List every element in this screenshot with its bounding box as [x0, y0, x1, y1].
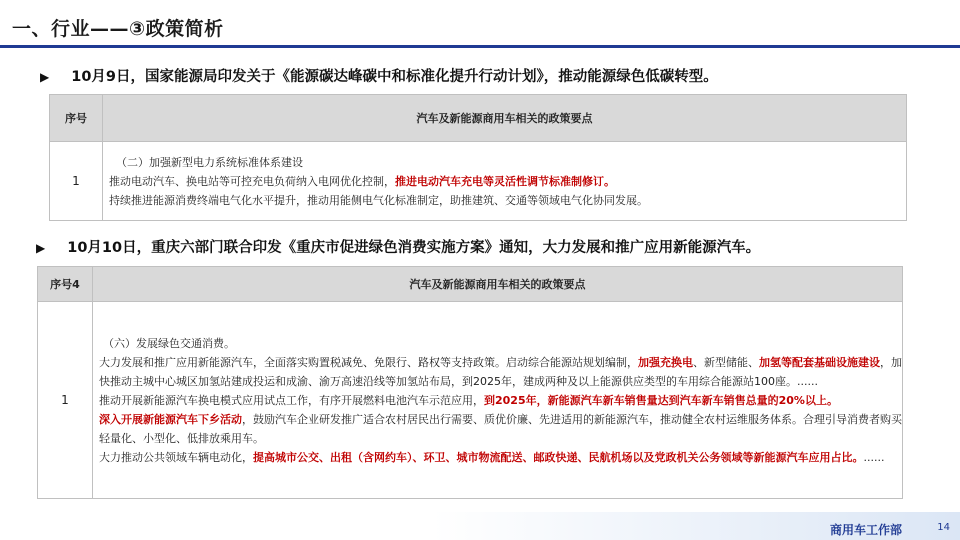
policy-paragraph	[99, 353, 902, 391]
policy-text: ......	[863, 450, 885, 464]
policy-text: 推动电动汽车、换电站等可控充电负荷纳入电网优化控制，	[109, 174, 395, 188]
table-header-row	[50, 95, 907, 142]
policy-paragraph: （二）加强新型电力系统标准体系建设	[116, 155, 303, 169]
row-index: 1	[50, 142, 103, 221]
policy-paragraph	[99, 410, 902, 448]
bullet-2	[36, 236, 760, 257]
policy-text: 大力发展和推广应用新能源汽车，全面落实购置税减免、免限行、路权等支持政策。启动综合能源站规划编制，	[99, 355, 638, 369]
policy-table-1	[49, 94, 907, 221]
arrow-bullet-icon: ▶	[40, 70, 50, 84]
footer-department: 商用车工作部	[829, 523, 902, 537]
policy-paragraph	[99, 448, 902, 467]
policy-highlight: 推进电动汽车充电等灵活性调节标准制修订。	[395, 174, 615, 188]
policy-highlight: 到2025年，新能源汽车新车销售量达到汽车新车销售总量的20%以上。	[484, 393, 838, 407]
policy-text: 推动开展新能源汽车换电模式应用试点工作，有序开展燃料电池汽车示范应用，	[99, 393, 484, 407]
policy-points-cell	[93, 302, 903, 499]
policy-highlight: 加氢等配套基础设施建设	[759, 355, 880, 369]
policy-text: 、新型储能、	[693, 355, 759, 369]
policy-highlight: 深入开展新能源汽车下乡活动	[99, 412, 242, 426]
policy-paragraph	[99, 391, 902, 410]
header-policy-points: 汽车及新能源商用车相关的政策要点	[93, 267, 903, 302]
arrow-bullet-icon: ▶	[36, 241, 46, 255]
slide-title: 一、行业——③政策简析	[12, 18, 224, 40]
policy-points-cell	[103, 142, 907, 221]
table-row	[38, 302, 903, 499]
footer-band	[0, 512, 960, 540]
page-number: 14	[937, 522, 950, 533]
policy-text: ，鼓励汽车企业研发推广适合农村居民出行需要、质优价廉、先进适用的新能源汽车，推动健全农村运维服务体系。合理引导消费者购买轻量化、小型化、低排放乘用车。	[99, 412, 902, 445]
policy-highlight: 提高城市公交、出租（含网约车）、环卫、城市物流配送、邮政快递、民航机场以及党政机关公务领域等新能源汽车应用占比。	[253, 450, 864, 464]
header-index: 序号	[50, 95, 103, 142]
table-header-row	[38, 267, 903, 302]
header-policy-points: 汽车及新能源商用车相关的政策要点	[103, 95, 907, 142]
policy-table-2	[37, 266, 903, 499]
policy-paragraph: （六）发展绿色交通消费。	[103, 336, 235, 350]
header-index: 序号4	[38, 267, 93, 302]
policy-text: 大力推动公共领域车辆电动化，	[99, 450, 253, 464]
policy-paragraph	[109, 172, 906, 191]
row-index: 1	[38, 302, 93, 499]
table-row	[50, 142, 907, 221]
bullet-1	[40, 65, 718, 86]
title-divider	[0, 45, 960, 48]
bullet-1-text: 10月9日，国家能源局印发关于《能源碳达峰碳中和标准化提升行动计划》，推动能源绿色低碳转型。	[71, 69, 718, 85]
bullet-2-text: 10月10日，重庆六部门联合印发《重庆市促进绿色消费实施方案》通知，大力发展和推广应用新能源汽车。	[67, 240, 761, 256]
policy-highlight: 加强充换电	[638, 355, 693, 369]
policy-text: ，加快推动主城中心城区加氢站建成投运和成渝、渝万高速沿线等加氢站布局，到2025年，建成两种及以上能源供应类型的车用综合能源站100座。......	[99, 355, 902, 388]
policy-paragraph: 持续推进能源消费终端电气化水平提升，推动用能侧电气化标准制定，助推建筑、交通等领域电气化协同发展。	[109, 193, 648, 207]
